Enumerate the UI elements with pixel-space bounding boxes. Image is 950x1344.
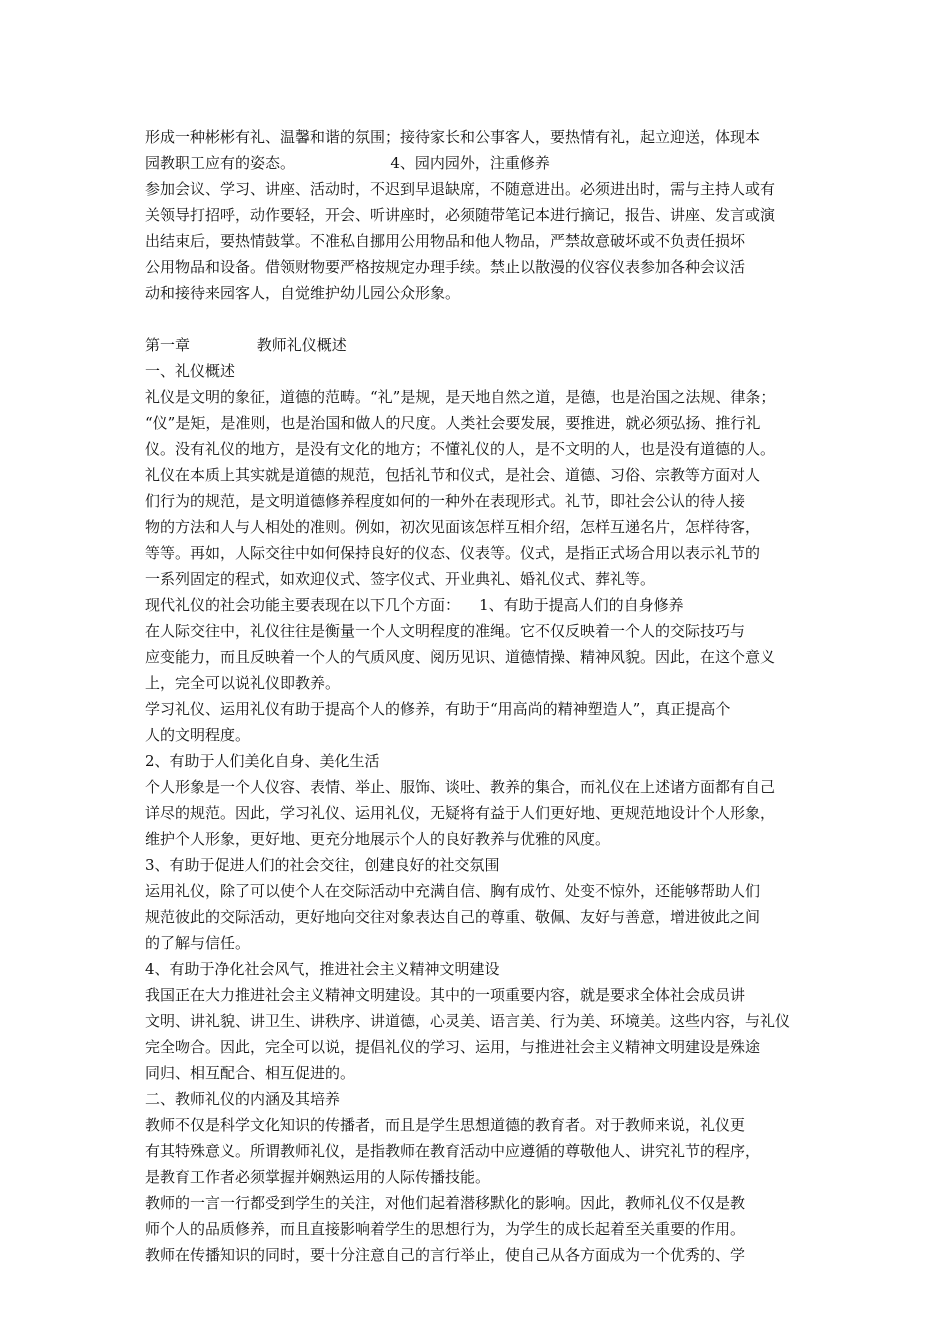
text-line: 礼仪是文明的象征，道德的范畴。“礼”是规，是天地自然之道，是德，也是治国之法规、律条； [145,388,776,406]
text-line: “仪”是矩，是准则，也是治国和做人的尺度。人类社会要发展，要推进，就必须弘扬、推行礼 [145,414,761,432]
text-line: 2、有助于人们美化自身、美化生活 [145,752,380,770]
text-line: 教师不仅是科学文化知识的传播者，而且是学生思想道德的教育者。对于教师来说，礼仪更 [145,1116,746,1134]
text-line: 教师在传播知识的同时，要十分注意自己的言行举止，使自己从各方面成为一个优秀的、学 [145,1246,746,1264]
text-line: 一、礼仪概述 [145,362,236,380]
text-line: 第一章 教师礼仪概述 [145,336,347,354]
text-line: 动和接待来园客人，自觉维护幼儿园公众形象。 [145,284,461,302]
text-line: 在人际交往中，礼仪往往是衡量一个人文明程度的准绳。它不仅反映着一个人的交际技巧与 [145,622,746,640]
text-line: 一系列固定的程式，如欢迎仪式、签字仪式、开业典礼、婚礼仪式、葬礼等。 [145,570,656,588]
text-line: 二、教师礼仪的内涵及其培养 [145,1090,341,1108]
text-line: 文明、讲礼貌、讲卫生、讲秩序、讲道德，心灵美、语言美、行为美、环境美。这些内容，与礼仪 [145,1012,791,1030]
text-line: 是教育工作者必须掌握并娴熟运用的人际传播技能。 [145,1168,491,1186]
text-line: 个人形象是一个人仪容、表情、举止、服饰、谈吐、教养的集合，而礼仪在上述诸方面都有自己 [145,778,776,796]
text-line: 仪。没有礼仪的地方，是没有文化的地方；不懂礼仪的人，是不文明的人，也是没有道德的人。 [145,440,776,458]
text-line: 等等。再如，人际交往中如何保持良好的仪态、仪表等。仪式，是指正式场合用以表示礼节的 [145,544,761,562]
text-line: 形成一种彬彬有礼、温馨和谐的氛围；接待家长和公事客人，要热情有礼，起立迎送，体现本 [145,128,761,146]
text-line: 上，完全可以说礼仪即教养。 [145,674,341,692]
text-line: 教师的一言一行都受到学生的关注，对他们起着潜移默化的影响。因此，教师礼仪不仅是教 [145,1194,746,1212]
text-line: 规范彼此的交际活动，更好地向交往对象表达自己的尊重、敬佩、友好与善意，增进彼此之间 [145,908,761,926]
text-line: 我国正在大力推进社会主义精神文明建设。其中的一项重要内容，就是要求全体社会成员讲 [145,986,746,1004]
text-line: 维护个人形象，更好地、更充分地展示个人的良好教养与优雅的风度。 [145,830,611,848]
text-line: 有其特殊意义。所谓教师礼仪，是指教师在教育活动中应遵循的尊敬他人、讲究礼节的程序， [145,1142,761,1160]
text-line [145,306,815,332]
document-body [145,124,815,1268]
text-line: 运用礼仪，除了可以使个人在交际活动中充满自信、胸有成竹、处变不惊外，还能够帮助人们 [145,882,761,900]
text-line: 人的文明程度。 [145,726,251,744]
text-line: 们行为的规范，是文明道德修养程度如何的一种外在表现形式。礼节，即社会公认的待人接 [145,492,746,510]
text-line: 园教职工应有的姿态。 4、园内园外，注重修养 [145,154,550,172]
text-line: 的了解与信任。 [145,934,251,952]
text-line: 完全吻合。因此，完全可以说，提倡礼仪的学习、运用，与推进社会主义精神文明建设是殊途 [145,1038,761,1056]
text-line: 3、有助于促进人们的社会交往，创建良好的社交氛围 [145,856,500,874]
text-line: 详尽的规范。因此，学习礼仪、运用礼仪，无疑将有益于人们更好地、更规范地设计个人形象， [145,804,776,822]
text-line: 师个人的品质修养，而且直接影响着学生的思想行为，为学生的成长起着至关重要的作用。 [145,1220,746,1238]
text-line: 学习礼仪、运用礼仪有助于提高个人的修养，有助于“用高尚的精神塑造人”，真正提高个 [145,700,731,718]
text-line: 同归、相互配合、相互促进的。 [145,1064,356,1082]
text-line: 参加会议、学习、讲座、活动时，不迟到早退缺席，不随意进出。必须进出时，需与主持人或有 [145,180,776,198]
text-line: 公用物品和设备。借领财物要严格按规定办理手续。禁止以散漫的仪容仪表参加各种会议活 [145,258,746,276]
text-line: 物的方法和人与人相处的准则。例如，初次见面该怎样互相介绍，怎样互递名片，怎样待客， [145,518,761,536]
text-line: 现代礼仪的社会功能主要表现在以下几个方面： 1、有助于提高人们的自身修养 [145,596,684,614]
text-line: 关领导打招呼，动作要轻，开会、听讲座时，必须随带笔记本进行摘记，报告、讲座、发言或演 [145,206,776,224]
text-line: 4、有助于净化社会风气，推进社会主义精神文明建设 [145,960,500,978]
text-line: 出结束后，要热情鼓掌。不准私自挪用公用物品和他人物品，严禁故意破坏或不负责任损坏 [145,232,746,250]
text-line: 礼仪在本质上其实就是道德的规范，包括礼节和仪式，是社会、道德、习俗、宗教等方面对人 [145,466,761,484]
text-line: 应变能力，而且反映着一个人的气质风度、阅历见识、道德情操、精神风貌。因此，在这个意义 [145,648,776,666]
